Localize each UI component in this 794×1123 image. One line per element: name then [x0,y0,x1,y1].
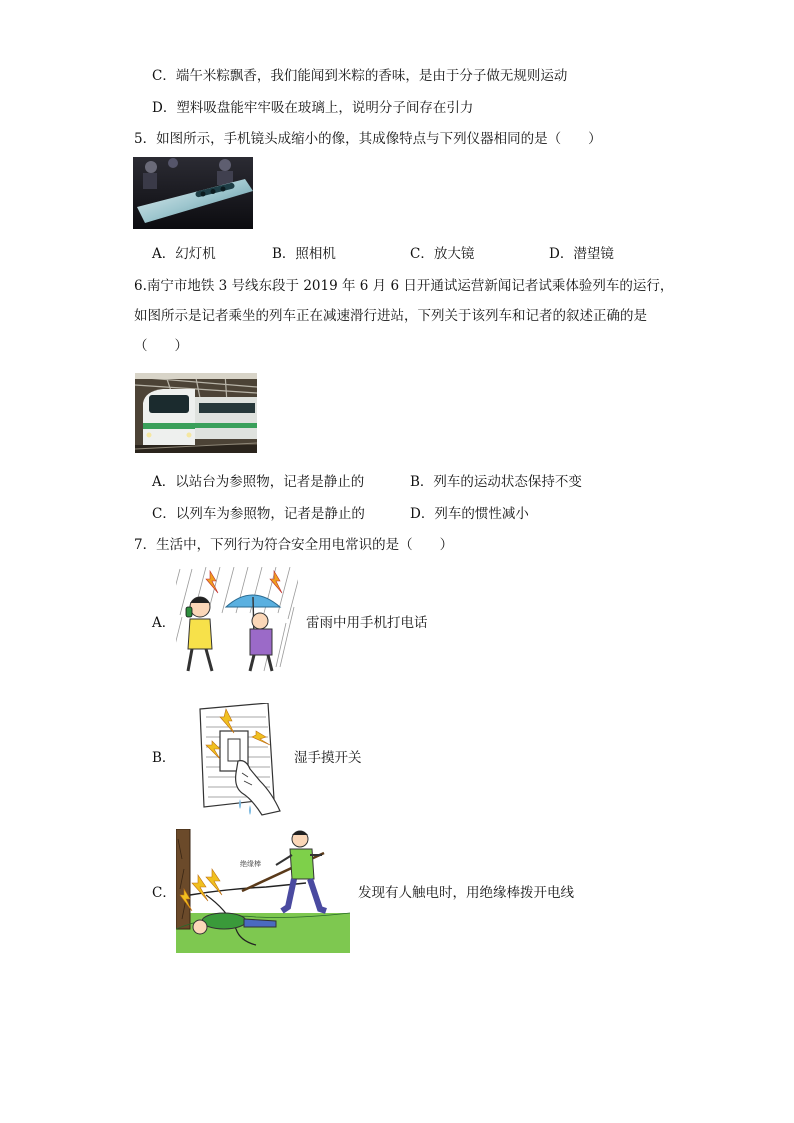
q7-option-c-letter: C． [152,885,176,901]
q5-option-d: D．潜望镜 [549,246,614,262]
q5-option-c: C．放大镜 [410,246,475,262]
q7-option-b-letter: B． [152,750,176,766]
q4-option-c: C．端午米粽飘香，我们能闻到米粽的香味，是由于分子做无规则运动 [152,68,568,84]
q5-stem: 5．如图所示，手机镜头成缩小的像，其成像特点与下列仪器相同的是（ ） [134,131,602,147]
insulating-rod-label: 绝缘棒 [240,860,261,868]
q6-metro-train-photo [135,373,257,453]
q6-stem-line1: 6.南宁市地铁 3 号线东段于 2019 年 6 月 6 日开通试运营新闻记者试乘体验列车的运行， [134,278,674,294]
q7-option-b-text: 湿手摸开关 [294,750,362,766]
q6-option-c: C．以列车为参照物，记者是静止的 [152,506,365,522]
q6-option-a: A．以站台为参照物，记者是静止的 [152,474,365,490]
q6-stem-line3: （ ） [134,338,188,354]
q7-option-c-text: 发现有人触电时，用绝缘棒拨开电线 [358,885,574,901]
q7-stem: 7．生活中，下列行为符合安全用电常识的是（ ） [134,537,454,553]
q7-option-a-text: 雷雨中用手机打电话 [306,615,428,631]
q5-option-b: B．照相机 [272,246,336,262]
q7-insulating-rod-rescue-illustration [176,829,350,953]
q6-option-b: B．列车的运动状态保持不变 [410,474,582,490]
q4-option-d: D．塑料吸盘能牢牢吸在玻璃上，说明分子间存在引力 [152,100,474,116]
q6-option-d: D．列车的惯性减小 [410,506,529,522]
q7-thunderstorm-phone-illustration [176,567,298,675]
q5-phone-photo [133,157,253,229]
q7-option-a-letter: A． [152,615,176,631]
q7-wet-hand-switch-illustration [190,703,286,821]
q5-option-a: A．幻灯机 [152,246,216,262]
q6-stem-line2: 如图所示是记者乘坐的列车正在减速滑行进站，下列关于该列车和记者的叙述正确的是 [134,308,647,324]
